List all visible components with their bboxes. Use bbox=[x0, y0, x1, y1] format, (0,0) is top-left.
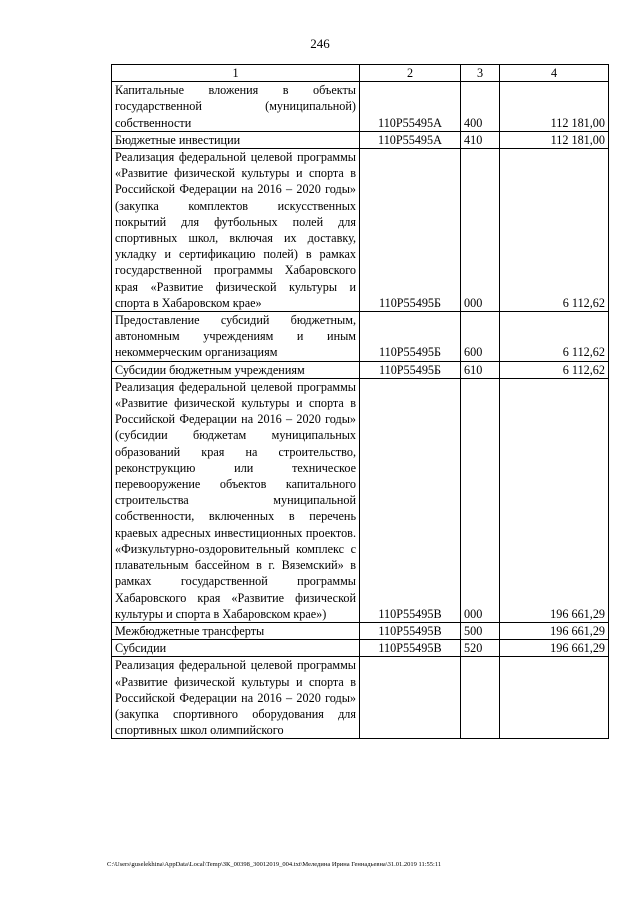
row-description: Межбюджетные трансферты bbox=[112, 622, 360, 639]
row-target-code bbox=[360, 657, 461, 739]
budget-table bbox=[111, 64, 609, 739]
row-description: Реализация федеральной целевой программы «Развитие физической культуры и спорта в Российской Федерации на 2016 – 2020 годы» (закупка спортивного оборудования для спортивных школ олимпийского bbox=[112, 657, 360, 739]
table-row bbox=[112, 131, 609, 148]
row-target-code: 110P55495A bbox=[360, 82, 461, 132]
table-row bbox=[112, 312, 609, 362]
row-amount: 196 661,29 bbox=[500, 378, 609, 622]
row-description: Бюджетные инвестиции bbox=[112, 131, 360, 148]
row-expense-type: 600 bbox=[461, 312, 500, 362]
row-description: Субсидии бюджетным учреждениям bbox=[112, 361, 360, 378]
row-expense-type bbox=[461, 657, 500, 739]
row-expense-type: 520 bbox=[461, 640, 500, 657]
table-row bbox=[112, 378, 609, 622]
row-description: Реализация федеральной целевой программы «Развитие физической культуры и спорта в Российской Федерации на 2016 – 2020 годы» (субсидии бюджетам муниципальных образований края на строительство, реконструкцию или техническое перевооружение объектов капитального строительства муниципальной собственности, включенных в перечень краевых адресных инвестиционных проектов. «Физкультурно-оздоровительный комплекс с плавательным бассейном в г. Вяземский» в рамках государственной программы Хабаровского края «Развитие физической культуры и спорта в Хабаровском крае») bbox=[112, 378, 360, 622]
column-header-2: 2 bbox=[360, 65, 461, 82]
table-row bbox=[112, 622, 609, 639]
row-amount: 196 661,29 bbox=[500, 622, 609, 639]
row-target-code: 110P55495Б bbox=[360, 312, 461, 362]
row-amount: 6 112,62 bbox=[500, 361, 609, 378]
row-description: Предоставление субсидий бюджетным, автономным учреждениям и иным некоммерческим организациям bbox=[112, 312, 360, 362]
row-target-code: 110P55495Б bbox=[360, 149, 461, 312]
table-row bbox=[112, 657, 609, 739]
row-expense-type: 400 bbox=[461, 82, 500, 132]
row-amount: 112 181,00 bbox=[500, 82, 609, 132]
column-header-4: 4 bbox=[500, 65, 609, 82]
row-amount: 196 661,29 bbox=[500, 640, 609, 657]
table-row bbox=[112, 361, 609, 378]
row-expense-type: 000 bbox=[461, 149, 500, 312]
row-target-code: 110P55495В bbox=[360, 640, 461, 657]
row-amount: 6 112,62 bbox=[500, 312, 609, 362]
page-number: 246 bbox=[310, 36, 330, 51]
row-description: Субсидии bbox=[112, 640, 360, 657]
table-header-row bbox=[112, 65, 609, 82]
table-row bbox=[112, 149, 609, 312]
row-target-code: 110P55495В bbox=[360, 622, 461, 639]
row-description: Капитальные вложения в объекты государственной (муниципальной) собственности bbox=[112, 82, 360, 132]
row-target-code: 110P55495В bbox=[360, 378, 461, 622]
table-row bbox=[112, 82, 609, 132]
row-expense-type: 410 bbox=[461, 131, 500, 148]
row-amount: 112 181,00 bbox=[500, 131, 609, 148]
row-amount: 6 112,62 bbox=[500, 149, 609, 312]
table-row bbox=[112, 640, 609, 657]
row-description: Реализация федеральной целевой программы «Развитие физической культуры и спорта в Российской Федерации на 2016 – 2020 годы» (закупка комплектов искусственных покрытий для футбольных полей для спортивных школ, включая их доставку, укладку и сертификацию полей) в рамках государственной программы Хабаровского края «Развитие физической культуры и спорта в Хабаровском крае» bbox=[112, 149, 360, 312]
row-amount bbox=[500, 657, 609, 739]
row-expense-type: 500 bbox=[461, 622, 500, 639]
row-expense-type: 000 bbox=[461, 378, 500, 622]
row-target-code: 110P55495A bbox=[360, 131, 461, 148]
footer-file-path: C:\Users\guselekhina\AppData\Local\Temp\ЗК_00398_30012019_004.txt\Меледина Ирина Геннадьевна\31.01.2019 11:55:11 bbox=[107, 861, 442, 868]
row-target-code: 110P55495Б bbox=[360, 361, 461, 378]
row-expense-type: 610 bbox=[461, 361, 500, 378]
column-header-1: 1 bbox=[112, 65, 360, 82]
column-header-3: 3 bbox=[461, 65, 500, 82]
